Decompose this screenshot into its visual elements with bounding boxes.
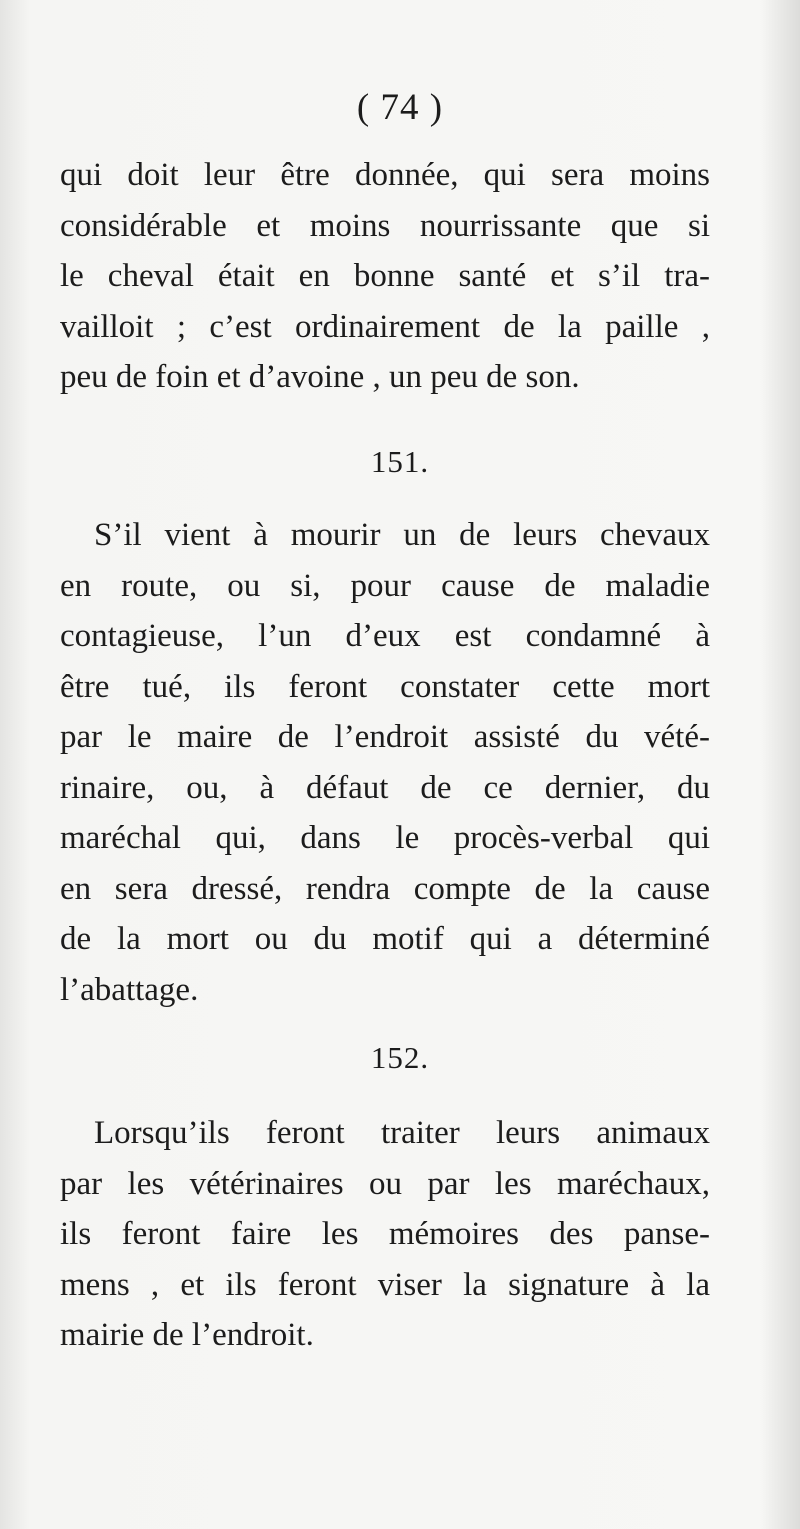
text-line: le cheval était en bonne santé et s’il tra- bbox=[60, 258, 710, 294]
text-line: ils feront faire les mémoires des panse- bbox=[60, 1216, 710, 1252]
text-line: en route, ou si, pour cause de maladie bbox=[60, 567, 710, 604]
text-line: peu de foin et d’avoine , un peu de son. bbox=[60, 359, 580, 395]
section-151-paragraph bbox=[60, 510, 710, 1015]
text-line: de la mort ou du motif qui a déterminé bbox=[60, 921, 710, 957]
text-line: contagieuse, l’un d’eux est condamné à bbox=[60, 618, 710, 654]
text-line: S’il vient à mourir un de leurs chevaux bbox=[94, 517, 710, 553]
text-line: considérable et moins nourrissante que si bbox=[60, 207, 710, 244]
text-line: mens , et ils feront viser la signature à la bbox=[60, 1266, 710, 1303]
text-line: par les vétérinaires ou par les maréchaux, bbox=[60, 1165, 710, 1202]
section-number-152: 152. bbox=[370, 1040, 430, 1075]
text-line: vailloit ; c’est ordinairement de la paille , bbox=[60, 308, 710, 345]
text-line: par le maire de l’endroit assisté du vété- bbox=[60, 719, 710, 755]
text-line: qui doit leur être donnée, qui sera moins bbox=[60, 157, 710, 193]
text-line: être tué, ils feront constater cette mort bbox=[60, 668, 710, 705]
text-line: maréchal qui, dans le procès-verbal qui bbox=[60, 820, 710, 856]
section-number-151: 151. bbox=[370, 444, 430, 479]
paragraph-continuation bbox=[60, 150, 710, 403]
text-line: en sera dressé, rendra compte de la cause bbox=[60, 870, 710, 907]
text-line: Lorsqu’ils feront traiter leurs animaux bbox=[94, 1115, 710, 1151]
section-152-paragraph bbox=[60, 1108, 710, 1361]
page-number: ( 74 ) bbox=[356, 87, 444, 128]
text-line: rinaire, ou, à défaut de ce dernier, du bbox=[60, 769, 710, 806]
text-line: mairie de l’endroit. bbox=[60, 1317, 314, 1353]
text-line: l’abattage. bbox=[60, 971, 199, 1008]
